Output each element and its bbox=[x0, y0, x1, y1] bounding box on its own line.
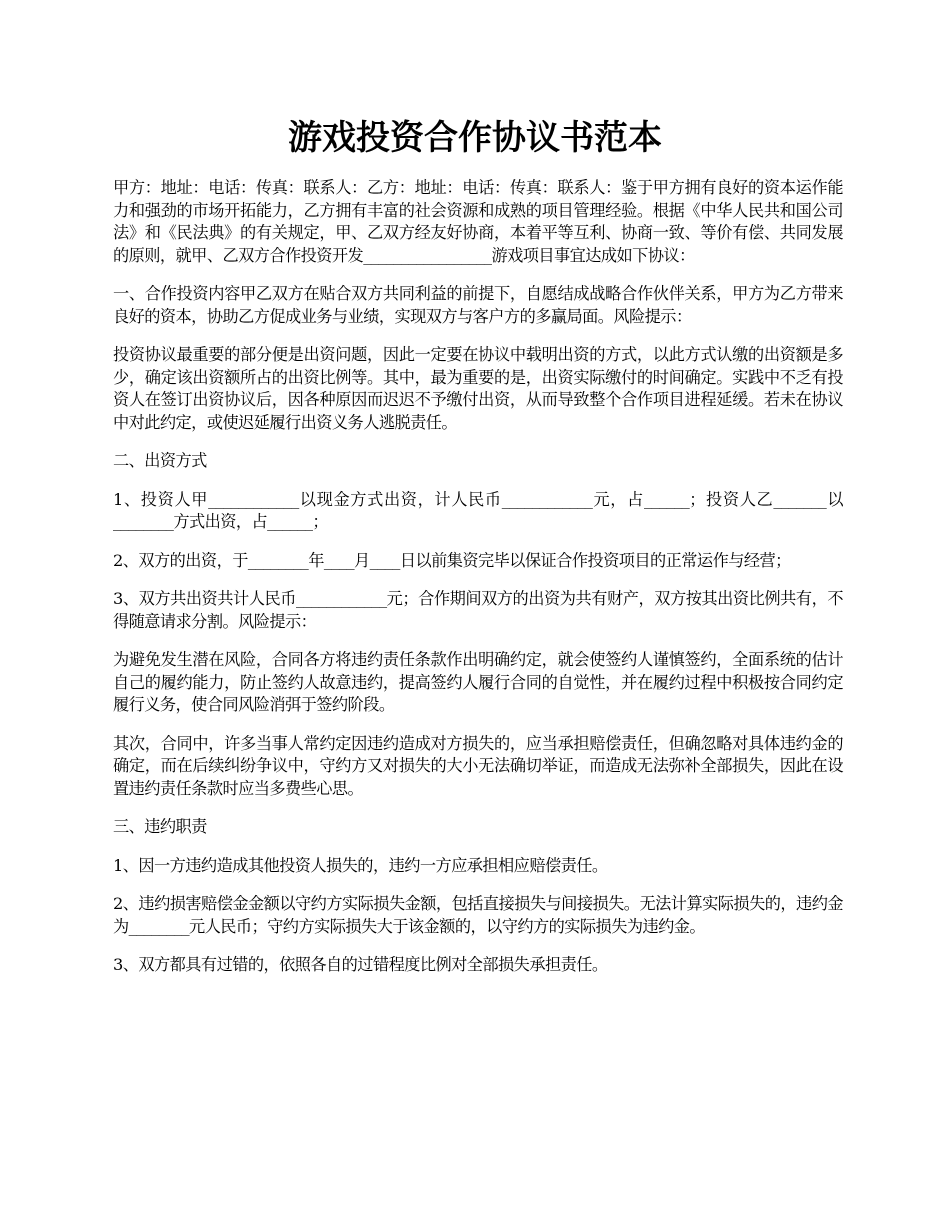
document-title: 游戏投资合作协议书范本 bbox=[288, 118, 662, 158]
paragraph-risk-note-3: 其次，合同中，许多当事人常约定因违约造成对方损失的，应当承担赔偿责任，但确忽略对具体违约金的确定，而在后续纠纷争议中，守约方又对损失的大小无法确切举证，而造成无法弥补全部损失，因此在设置违约责任条款时应当多费些心思。 bbox=[113, 733, 843, 798]
paragraph-section-1: 一、合作投资内容甲乙双方在贴合双方共同利益的前提下，自愿结成战略合作伙伴关系，甲方为乙方带来良好的资本，协助乙方促成业务与业绩，实现双方与客户方的多赢局面。风险提示： bbox=[113, 284, 843, 326]
paragraph-clause-2-2: 2、双方的出资，于________年____月____日以前集资完毕以保证合作投资项目的正常运作与经营； bbox=[113, 550, 791, 570]
paragraph-clause-2-3: 3、双方共出资共计人民币____________元；合作期间双方的出资为共有财产，双方按其出资比例共有，不得随意请求分割。风险提示： bbox=[113, 589, 843, 631]
document-body bbox=[113, 177, 843, 993]
paragraph-clause-3-3: 3、双方都具有过错的，依照各自的过错程度比例对全部损失承担责任。 bbox=[113, 955, 608, 974]
paragraph-clause-3-2: 2、违约损害赔偿金金额以守约方实际损失金额，包括直接损失与间接损失。无法计算实际损失的，违约金为________元人民币；守约方实际损失大于该金额的，以守约方的实际损失为违约金。 bbox=[113, 894, 843, 936]
section-heading-2: 二、出资方式 bbox=[113, 451, 207, 470]
paragraph-risk-note-1: 投资协议最重要的部分便是出资问题，因此一定要在协议中载明出资的方式，以此方式认缴的出资额是多少，确定该出资额所占的出资比例等。其中，最为重要的是，出资实际缴付的时间确定。实践中不乏有投资人在签订出资协议后，因各种原因而迟迟不予缴付出资，从而导致整个合作项目进程延缓。若未在协议中对此约定，或使迟延履行出资义务人逃脱责任。 bbox=[113, 345, 843, 432]
paragraph-risk-note-2: 为避免发生潜在风险，合同各方将违约责任条款作出明确约定，就会使签约人谨慎签约，全面系统的估计自己的履约能力，防止签约人故意违约，提高签约人履行合同的自觉性，并在履约过程中积极按合同约定履行义务，使合同风险消弭于签约阶段。 bbox=[113, 650, 843, 714]
section-heading-3: 三、违约职责 bbox=[113, 817, 207, 836]
paragraph-clause-3-1: 1、因一方违约造成其他投资人损失的，违约一方应承担相应赔偿责任。 bbox=[113, 855, 608, 875]
paragraph-clause-2-1: 1、投资人甲____________以现金方式出资，计人民币____________元，占______；投资人乙_______以________方式出资，占______； bbox=[113, 489, 843, 531]
paragraph-preamble: 甲方：地址：电话：传真：联系人：乙方：地址：电话：传真：联系人：鉴于甲方拥有良好的资本运作能力和强劲的市场开拓能力，乙方拥有丰富的社会资源和成熟的项目管理经验。根据《中华人民共和国公司法》和《民法典》的有关规定，甲、乙双方经友好协商，本着平等互利、协商一致、等价有偿、共同发展的原则，就甲、乙双方合作投资开发_________________游戏项目事宜达成如下协议： bbox=[113, 178, 843, 265]
